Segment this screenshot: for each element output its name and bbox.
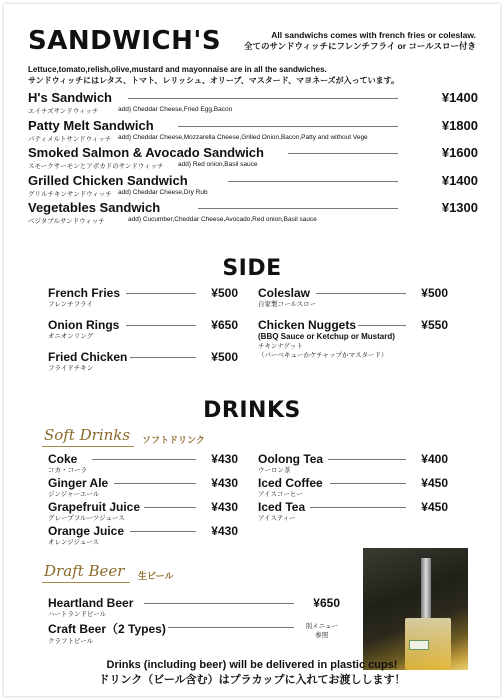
leader-line [168,627,294,628]
sandwich-name: H's Sandwich [28,90,112,105]
item-name: Heartland Beer [48,596,134,610]
drink-item-grapefruit-juice [48,500,238,523]
craft-beer-price-note [306,622,339,640]
drink-item-oolong-tea [258,452,448,475]
sandwich-price: ¥1400 [441,90,478,105]
item-name: French Fries [48,286,121,300]
item-name-jp: ウーロン茶 [258,467,291,474]
sandwich-additions: add) Cheddar Cheese,Fried Egg,Bacon [118,106,233,113]
sandwich-name: Patty Melt Sandwich [28,117,154,133]
item-price: ¥430 [211,476,238,490]
sandwich-price: ¥1800 [441,117,478,133]
item-name-jp: オニオンリング [48,333,94,340]
notice-en: Drinks (including beer) will be delivered in plastic cups! [106,659,398,671]
leader-line [130,357,196,358]
plastic-cup-notice [4,658,500,688]
draft-beer-underline [42,582,130,583]
sandwich-item-hs [28,90,478,118]
soft-drinks-script-heading: Soft Drinks [44,426,131,444]
item-price: ¥400 [421,452,448,466]
leader-line [178,126,398,127]
item-name-jp: オレンジジュース [48,539,100,546]
leader-line [288,153,398,154]
item-name: Fried Chicken [48,350,128,364]
item-name-jp: アイスティー [258,515,296,522]
drink-item-orange-juice [48,524,238,547]
item-name: Oolong Tea [258,452,324,466]
item-name: Iced Tea [258,500,306,514]
draft-beer-script-heading: Draft Beer [44,562,125,580]
item-name: Orange Juice [48,524,125,538]
item-name-jp: コカ・コーラ [48,467,87,474]
item-sauce-options-jp: （バーベキューかケチャップかマスタード） [258,352,388,359]
item-price: ¥550 [421,318,448,332]
item-name: Coke [48,452,78,466]
item-name: Iced Coffee [258,476,323,490]
side-section-title: SIDE [222,256,282,281]
draft-beer-jp-heading: 生ビール [138,571,174,581]
item-name-jp: クラフトビール [48,638,94,645]
item-name: Craft Beer（2 Types) [48,622,166,636]
drink-item-iced-tea [258,500,448,523]
sandwich-additions: add) Cheddar Cheese,Mozzarella Cheese,Grilled Onion,Bacon,Patty and without Vege [118,133,368,141]
leader-line [330,483,406,484]
side-item-coleslaw [258,286,448,309]
menu-page [4,4,500,696]
item-name: Grapefruit Juice [48,500,141,514]
leader-line [358,325,406,326]
sandwich-name-jp: エイチズサンドウィッチ [28,108,99,115]
leader-line [128,98,398,99]
item-name: Ginger Ale [48,476,109,490]
item-name-jp: ハートランドビール [48,611,107,618]
sandwich-item-vegetables [28,200,478,228]
price-note-line2: 参照 [315,632,329,639]
beer-item-heartland [48,596,340,619]
sandwich-item-smoked-salmon [28,145,478,173]
beer-tap-photo [363,548,468,670]
item-name-jp: 自家製コールスロー [258,301,317,308]
sandwich-name-jp: パティメルトサンドウィッチ [28,135,112,143]
beer-tap-handle [421,558,431,618]
sandwich-additions: add) Cheddar Cheese,Dry Rub [118,188,208,196]
leader-line [114,483,196,484]
sandwich-price: ¥1600 [441,145,478,160]
item-price: ¥450 [421,476,448,490]
item-price: ¥650 [313,596,340,610]
item-name-jp: チキンナゲット [258,343,303,350]
notice-jp: ドリンク（ビール含む）はプラカップに入れてお渡しします！ [98,674,406,686]
sandwich-ingredients-note [28,64,399,86]
drink-item-coke [48,452,238,475]
ingredients-en: Lettuce,tomato,relish,olive,mustard and mayonnaise are in all the sandwiches. [28,65,327,74]
item-price: ¥430 [211,524,238,538]
leader-line [228,181,398,182]
soft-drinks-jp-heading: ソフトドリンク [142,435,205,445]
leader-line [126,293,196,294]
item-name-jp: フレンチフライ [48,301,93,308]
leader-line [310,507,406,508]
side-item-french-fries [48,286,238,309]
sandwich-name: Vegetables Sandwich [28,200,161,215]
leader-line [328,459,406,460]
leader-line [316,293,406,294]
item-name-jp: アイスコーヒー [258,491,303,498]
sandwich-name-jp: ベジタブルサンドウィッチ [28,218,105,225]
sandwich-name-jp: スモークサーモンとアボカドのサンドウィッチ [28,163,164,170]
sandwich-name: Grilled Chicken Sandwich [28,172,188,188]
leader-line [144,507,196,508]
drink-item-iced-coffee [258,476,448,499]
sandwich-note-en: All sandwichs comes with french fries or coleslaw. [271,30,476,40]
item-name: Onion Rings [48,318,120,332]
leader-line [92,459,196,460]
sandwich-name: Smoked Salmon & Avocado Sandwich [28,145,264,160]
sandwich-list [28,90,478,228]
item-price: ¥430 [211,452,238,466]
item-name-jp: フライドチキン [48,365,94,372]
leader-line [130,531,196,532]
leader-line [198,208,398,209]
item-price: ¥500 [211,350,238,364]
item-price: ¥500 [421,286,448,300]
drink-item-ginger-ale [48,476,238,499]
side-item-chicken-nuggets [258,318,448,360]
item-price: ¥650 [211,318,238,332]
leader-line [126,325,196,326]
item-sauce-options: (BBQ Sauce or Ketchup or Mustard) [258,332,395,341]
soft-drinks-underline [42,446,134,447]
item-name: Chicken Nuggets [258,318,357,332]
sandwich-name-jp: グリルチキンサンドウィッチ [28,190,112,198]
beer-logo-sticker [409,640,429,650]
leader-line [144,603,294,604]
item-price: ¥500 [211,286,238,300]
sandwich-item-grilled-chicken [28,173,478,201]
item-price: ¥430 [211,500,238,514]
drinks-section-title: DRINKS [203,398,301,423]
sandwich-additions: add) Cucumber,Cheddar Cheese,Avocado,Red onion,Basil sauce [128,216,317,223]
sandwich-additions: add) Red onion,Basil sauce [178,161,258,168]
price-note-line1: 別メニュー [305,623,338,630]
item-name-jp: グレープフルーツジュース [48,515,125,522]
item-price: ¥450 [421,500,448,514]
item-name-jp: ジンジャーエール [48,491,100,498]
ingredients-jp: サンドウィッチにはレタス、トマト、レリッシュ、オリーブ、マスタード、マヨネーズが入っています。 [28,76,400,85]
sandwich-price: ¥1400 [441,172,478,188]
sandwich-section-title: SANDWICH'S [28,26,222,56]
sandwich-note [244,30,476,52]
item-name: Coleslaw [258,286,311,300]
side-item-onion-rings [48,318,238,341]
beer-item-craft [48,620,340,646]
side-item-fried-chicken [48,350,238,373]
sandwich-item-patty-melt [28,118,478,146]
sandwich-note-jp: 全てのサンドウィッチにフレンチフライ or コールスロー付き [243,41,476,51]
sandwich-price: ¥1300 [441,200,478,215]
